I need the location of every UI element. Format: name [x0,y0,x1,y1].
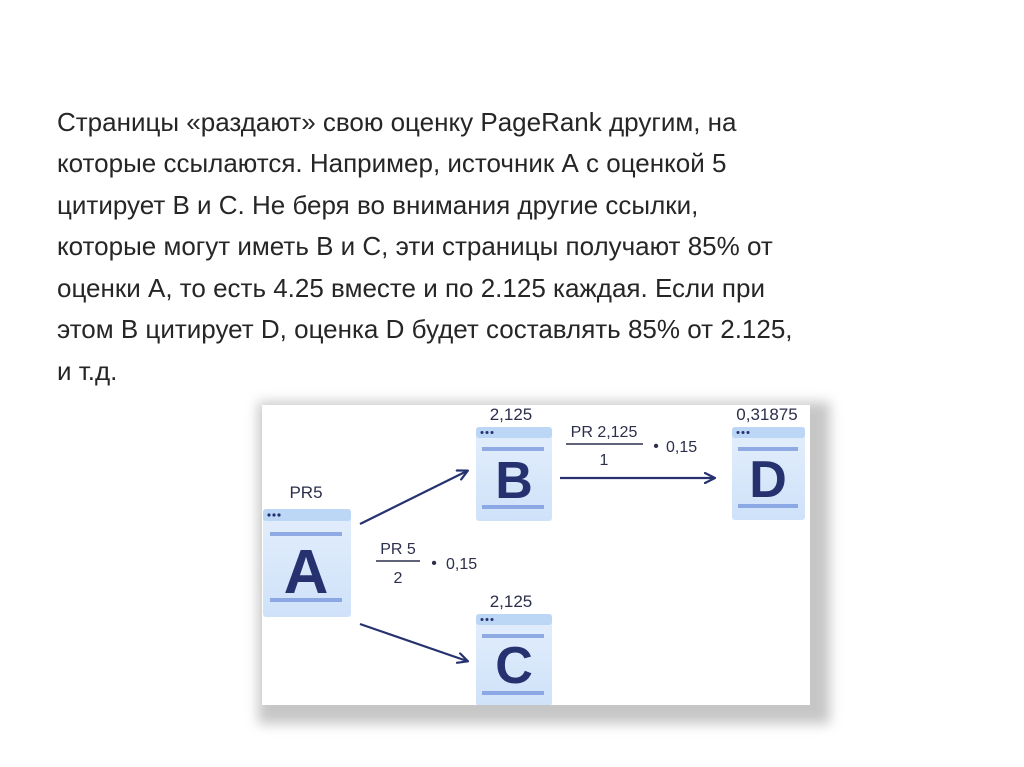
formula-b [566,424,697,469]
formula-a-numerator: PR 5 [380,541,416,558]
diagram-canvas [262,405,810,705]
node-a-value: PR5 [289,483,323,502]
node-d-letter: D [749,451,787,509]
page-node-d [732,405,805,520]
node-c-letter: C [495,637,533,695]
pagerank-diagram [262,405,810,705]
arrow-a-to-c [360,624,467,661]
node-a-letter: A [283,538,329,607]
node-b-value: 2,125 [489,405,533,424]
arrow-a-to-b [360,471,467,524]
page-node-a [263,483,351,617]
node-c-value: 2,125 [489,592,533,611]
multiply-dot: • [653,438,659,455]
text-line: цитирует В и С. Не беря во внимания другие ссылки, [57,189,699,220]
formula-a [376,541,477,587]
page-node-b [476,405,552,521]
node-b-letter: B [495,452,533,510]
formula-b-factor: 0,15 [666,439,698,456]
text-line: Страницы «раздают» свою оценку PageRank другим, на [57,106,737,137]
node-d-value: 0,31875 [736,405,798,424]
text-line: и т.д. [57,355,118,386]
description-paragraph [57,60,937,392]
text-line: оценки А, то есть 4.25 вместе и по 2.125 каждая. Если при [57,272,765,303]
multiply-dot: • [431,555,437,572]
page-header-bar [263,509,351,521]
formula-b-denominator: 1 [599,452,609,469]
text-line: этом В цитирует D, оценка D будет составлять 85% от 2.125, [57,314,793,344]
text-line: которые ссылаются. Например, источник А с оценкой 5 [57,148,727,178]
formula-a-denominator: 2 [393,570,403,587]
text-line: которые могут иметь В и С, эти страницы получают 85% от [57,231,773,261]
formula-b-numerator: PR 2,125 [570,424,638,441]
formula-a-factor: 0,15 [446,556,478,573]
page-node-c [476,592,552,705]
